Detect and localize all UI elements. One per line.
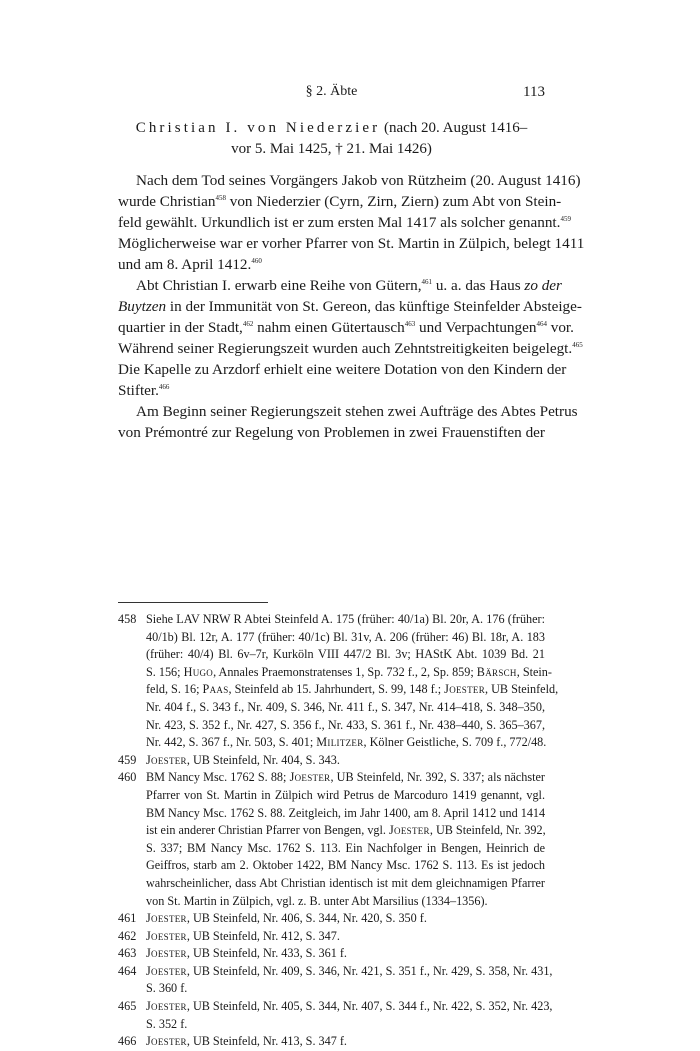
- author-name: Joester: [146, 928, 187, 943]
- footnote-line: S. 337; BM Nancy Msc. 1762 S. 113. Ein Nachfolger in Bengen, Heinrich de: [146, 840, 545, 855]
- footnote-number: 463: [118, 946, 137, 961]
- author-name: Joester: [444, 682, 485, 697]
- text-line: Buytzen in der Immunität von St. Gereon, das künftige Steinfelder Absteige-: [118, 298, 582, 315]
- page-number: 113: [523, 84, 545, 100]
- text-line: Während seiner Regierungszeit wurden auch Zehntstreitigkeiten beigelegt.$^{465}$: [118, 340, 583, 357]
- text-line: Am Beginn seiner Regierungszeit stehen zwei Aufträge des Abtes Petrus: [136, 403, 578, 420]
- abbot-name: Christian I. von Niederzier: [135, 120, 381, 136]
- text-line: feld gewählt. Urkundlich ist er zum ersten Mal 1417 als solcher genannt.$^{459}$: [118, 214, 571, 231]
- footnote-line: BM Nancy Msc. 1762 S. 88. Zeitgleich, im Jahr 1400, am 8. April 1412 und 1414: [146, 805, 546, 820]
- footnote-reference: 459: [560, 215, 571, 223]
- footnote-line: S. 156; Hugo, Annales Praemonstratenses 1, Sp. 732 f., 2, Sp. 859; Bärsch, Stein-: [146, 664, 552, 679]
- footnote-number: 465: [118, 999, 137, 1014]
- entry-title: [118, 118, 545, 160]
- paragraph-2: [118, 275, 583, 401]
- footnote-reference: 462: [242, 320, 254, 328]
- footnote-line: Joester, UB Steinfeld, Nr. 433, S. 361 f.: [146, 946, 347, 961]
- footnote-line: Joester, UB Steinfeld, Nr. 404, S. 343.: [146, 752, 340, 767]
- footnote-line: BM Nancy Msc. 1762 S. 88; Joester, UB Steinfeld, Nr. 392, S. 337; als nächster: [146, 770, 545, 785]
- author-name: Joester: [146, 1034, 187, 1049]
- footnote-line: Siehe LAV NRW R Abtei Steinfeld A. 175 (früher: 40/1a) Bl. 20r, A. 176 (früher:: [146, 612, 545, 626]
- footnote-reference: 466: [158, 383, 170, 391]
- author-name: Joester: [289, 770, 331, 785]
- footnote-466: [118, 1033, 545, 1051]
- footnote-number: 464: [118, 963, 137, 978]
- footnote-line: Joester, UB Steinfeld, Nr. 405, S. 344, Nr. 407, S. 344 f., Nr. 422, S. 352, Nr. 423,: [146, 999, 553, 1014]
- footnote-line: Nr. 423, S. 352 f., Nr. 427, S. 356 f., Nr. 433, S. 361 f., Nr. 438–440, S. 365–367,: [146, 717, 545, 732]
- footnote-459: [118, 752, 545, 770]
- footnote-reference: 464: [536, 320, 547, 328]
- author-name: Bärsch: [476, 664, 517, 679]
- author-name: Paas: [202, 682, 229, 697]
- main-text: [118, 170, 585, 443]
- author-name: Joester: [146, 752, 187, 767]
- text-line: und am 8. April 1412.$^{460}$: [118, 256, 262, 273]
- footnote-464: [118, 963, 553, 998]
- text-line: wurde Christian$^{458}$ von Niederzier (Cyrn, Zirn, Ziern) zum Abt von Stein-: [118, 193, 562, 210]
- footnotes: [118, 611, 559, 1051]
- footnote-reference: 460: [251, 257, 262, 265]
- footnote-line: S. 360 f.: [146, 981, 188, 996]
- footnote-number: 462: [118, 928, 137, 943]
- author-name: Joester: [146, 963, 187, 978]
- footnote-number: 458: [118, 612, 137, 626]
- text-line: Die Kapelle zu Arzdorf erhielt eine weitere Dotation von den Kindern der: [118, 361, 567, 378]
- author-name: Hugo: [183, 664, 214, 679]
- footnote-460: [118, 769, 545, 910]
- author-name: Joester: [389, 823, 430, 838]
- footnote-divider: [118, 602, 268, 603]
- footnote-reference: 461: [421, 278, 433, 286]
- abbot-dates-start: (nach 20. August 1416–: [383, 120, 528, 136]
- footnote-line: Geiffros, starb am 2. Oktober 1422, BM Nancy Msc. 1762 S. 113. Es ist jedoch: [146, 858, 545, 873]
- footnote-line: wahrscheinlicher, dass Abt Christian identisch ist mit dem gleichnamigen Pfarrer: [146, 875, 545, 890]
- footnote-reference: 458: [215, 194, 226, 202]
- author-name: Militzer: [316, 735, 364, 750]
- footnote-line: Joester, UB Steinfeld, Nr. 412, S. 347.: [146, 928, 340, 943]
- footnote-reference: 463: [404, 320, 416, 328]
- footnote-465: [118, 998, 553, 1033]
- footnote-number: 459: [118, 752, 137, 767]
- text-line: Nach dem Tod seines Vorgängers Jakob von Rützheim (20. August 1416): [136, 172, 581, 189]
- footnote-line: von St. Martin in Zülpich, vgl. z. B. unter Abt Marsilius (1334–1356).: [146, 893, 488, 908]
- author-name: Joester: [146, 911, 187, 926]
- footnote-line: ist ein anderer Christian Pfarrer von Bengen, vgl. Joester, UB Steinfeld, Nr. 392,: [146, 823, 546, 838]
- footnote-line: Nr. 442, S. 367 f., Nr. 503, S. 401; Militzer, Kölner Geistliche, S. 709 f., 772/48.: [146, 735, 547, 750]
- footnote-reference: 465: [572, 341, 583, 349]
- italic-text: Buytzen: [118, 298, 167, 315]
- text-line: Möglicherweise war er vorher Pfarrer von St. Martin in Zülpich, belegt 1411: [118, 235, 585, 252]
- text-line: Abt Christian I. erwarb eine Reihe von Gütern,$^{461}$ u. a. das Haus zo der: [136, 277, 562, 294]
- text-line: Stifter.$^{466}$: [118, 382, 170, 399]
- text-line: quartier in der Stadt,$^{462}$ nahm einen Gütertausch$^{463}$ und Verpachtungen$^{464}$ vor.: [118, 319, 574, 336]
- footnote-461: [118, 910, 545, 928]
- abbot-dates-end: vor 5. Mai 1425, † 21. Mai 1426): [231, 141, 432, 157]
- italic-text: zo der: [524, 277, 562, 294]
- author-name: Joester: [146, 999, 187, 1014]
- paragraph-1: [118, 170, 585, 275]
- running-header: [118, 84, 545, 104]
- footnote-458: [118, 611, 559, 752]
- footnote-number: 460: [118, 770, 137, 785]
- footnote-line: S. 352 f.: [146, 1016, 188, 1031]
- text-line: von Prémontré zur Regelung von Problemen in zwei Frauenstiften der: [118, 424, 545, 441]
- footnote-line: 40/1b) Bl. 12r, A. 177 (früher: 40/1c) Bl. 31v, A. 206 (früher: 46) Bl. 18r, A. 183: [146, 629, 545, 644]
- footnote-line: Joester, UB Steinfeld, Nr. 413, S. 347 f.: [146, 1034, 347, 1049]
- footnote-line: Pfarrer von St. Martin in Zülpich wird Petrus de Marcoduro 1419 genannt, vgl.: [146, 787, 545, 802]
- paragraph-3: [118, 401, 578, 443]
- author-name: Joester: [146, 946, 187, 961]
- footnote-462: [118, 928, 545, 946]
- footnote-line: Joester, UB Steinfeld, Nr. 406, S. 344, Nr. 420, S. 350 f.: [146, 911, 427, 926]
- footnote-number: 461: [118, 911, 137, 926]
- footnote-line: (früher: 40/4) Bl. 6v–7r, Kurköln VIII 447/2 Bl. 3v; HAStK Abt. 1039 Bd. 21: [146, 647, 545, 662]
- footnote-line: Nr. 404 f., S. 343 f., Nr. 409, S. 346, Nr. 411 f., S. 347, Nr. 414–418, S. 348–350,: [146, 699, 545, 714]
- footnote-number: 466: [118, 1034, 137, 1049]
- footnote-463: [118, 945, 545, 963]
- footnote-line: feld, S. 16; Paas, Steinfeld ab 15. Jahrhundert, S. 99, 148 f.; Joester, UB Steinfeld,: [146, 682, 559, 697]
- section-title: § 2. Äbte: [305, 84, 358, 99]
- footnote-line: Joester, UB Steinfeld, Nr. 409, S. 346, Nr. 421, S. 351 f., Nr. 429, S. 358, Nr. 431,: [146, 963, 553, 978]
